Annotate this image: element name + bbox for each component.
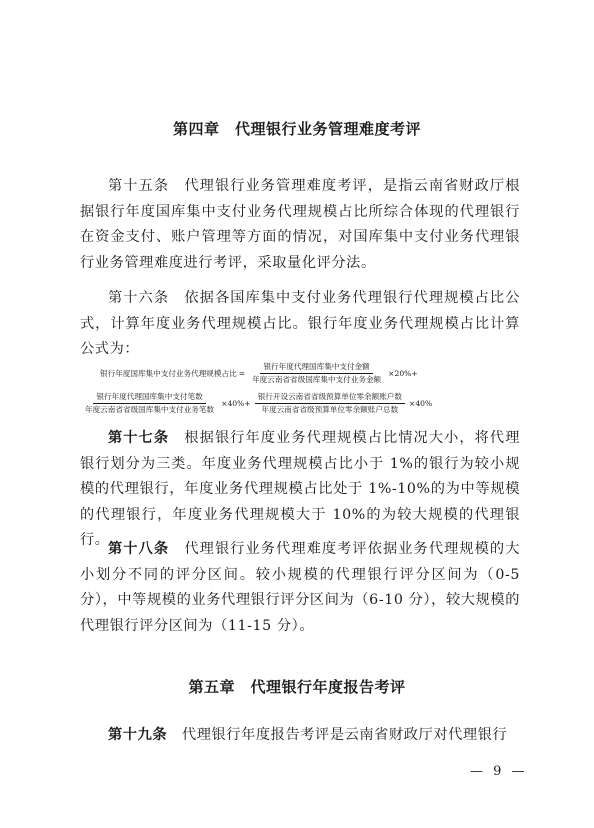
article-16-text: 依据各国库集中支付业务代理银行代理规模占比公式，计算年度业务代理规模占比。银行年度业务代理规模占比计算公式为： xyxy=(80,290,520,357)
article-19-text: 代理银行年度报告考评是云南省财政厅对代理银行 xyxy=(167,727,508,743)
article-17 xyxy=(80,426,520,554)
formula-term-2 xyxy=(82,392,217,415)
article-15-label: 第十五条 xyxy=(108,178,170,194)
article-17-text: 根据银行年度业务代理规模占比情况大小，将代理银行划分为三类。年度业务代理规模占比小于 1%的银行为较小规模的代理银行，年度业务代理规模占比处于 1%-10%的为中等规模的代理银行，年度业务代理规模大于 10%的为较大规模的代理银行。 xyxy=(80,430,520,548)
formula-term-2-denominator: 年度云南省省级国库集中支付业务笔数 xyxy=(85,405,215,414)
chapter-5-heading: 第五章 代理银行年度报告考评 xyxy=(188,678,406,696)
formula-term-3-weight: ×40% xyxy=(408,398,433,408)
formula-term-2-weight: ×40%+ xyxy=(221,398,251,408)
page-number: — 9 — xyxy=(470,764,528,779)
article-15-text: 代理银行业务管理难度考评，是指云南省财政厅根据银行年度国库集中支付业务代理规模占比所综合体现的代理银行在资金支付、账户管理等方面的情况，对国库集中支付业务代理银行业务管理难度进行考评，采取量化评分法。 xyxy=(80,178,520,271)
article-17-label: 第十七条 xyxy=(108,430,170,446)
chapter-4-heading: 第四章 代理银行业务管理难度考评 xyxy=(172,120,421,138)
formula-term-1-denominator: 年度云南省省级国库集中支付业务金额 xyxy=(252,375,382,384)
article-18-text: 代理银行业务代理难度考评依据业务代理规模的大小划分不同的评分区间。较小规模的代理银行评分区间为（0-5 分），中等规模的业务代理银行评分区间为（6-10 分），较大规模的代理银行评分区间为（11-15 分）。 xyxy=(80,541,520,634)
formula-term-1-numerator: 银行年度代理国库集中支付金额 xyxy=(260,362,372,374)
article-16-label: 第十六条 xyxy=(108,290,170,306)
formula-term-1 xyxy=(249,362,384,385)
article-19-label: 第十九条 xyxy=(108,727,168,743)
article-15 xyxy=(80,174,520,276)
formula-term-1-weight: ×20%+ xyxy=(388,368,418,378)
article-19 xyxy=(80,723,520,749)
formula-term-2-numerator: 银行年度代理国库集中支付笔数 xyxy=(93,392,205,404)
formula-lhs: 银行年度国库集中支付业务代理规模占比 xyxy=(100,368,237,378)
formula-term-3 xyxy=(255,392,405,415)
formula-term-3-denominator: 年度云南省省级预算单位零余额账户总数 xyxy=(261,405,399,414)
article-16 xyxy=(80,286,520,363)
formula-row-2 xyxy=(80,392,434,415)
ratio-formula xyxy=(80,362,530,422)
formula-term-3-numerator: 银行开设云南省省级预算单位零余额账户数 xyxy=(255,392,405,404)
article-18-label: 第十八条 xyxy=(108,541,170,557)
formula-equals: = xyxy=(238,368,246,378)
formula-row-1 xyxy=(100,362,420,385)
article-18 xyxy=(80,537,520,639)
